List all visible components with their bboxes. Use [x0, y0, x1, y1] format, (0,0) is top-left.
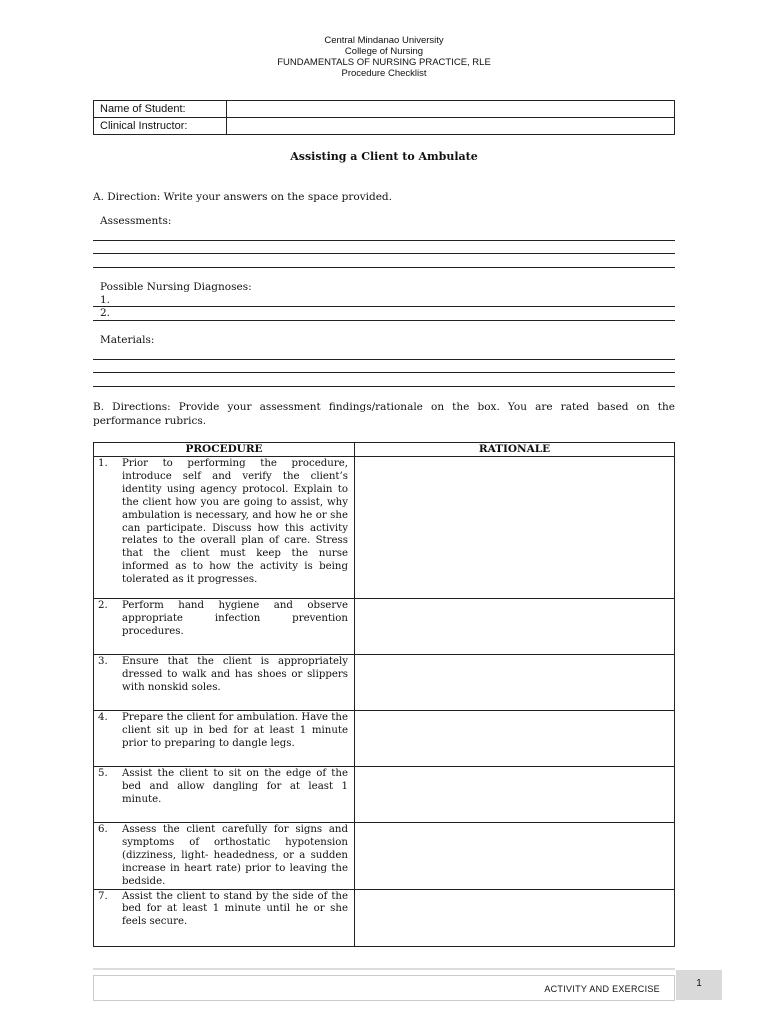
college-name: College of Nursing	[344, 46, 424, 57]
assessments-label: Assessments:	[100, 215, 172, 227]
step-text: Prior to performing the procedure, introduce self and verify the client’s identity using agency protocol. Explain to the client how you are going to assist, why ambulation is necessary, and how he or she can participate. Discuss how this activity relates to the overall plan of care. Stress that the client must keep the nurse informed as to how the activity is being tolerated as it progresses.	[122, 458, 348, 586]
rationale-cell[interactable]	[355, 889, 675, 946]
section-b-direction: B. Directions: Provide your assessment findings/rationale on the box. You are rated based on the performance rubrics.	[93, 401, 675, 427]
table-row	[94, 767, 675, 823]
student-name-field[interactable]	[227, 101, 675, 118]
step-number: 5.	[98, 768, 108, 779]
rationale-cell[interactable]	[355, 823, 675, 890]
step-number: 6.	[98, 824, 108, 835]
step-number: 3.	[98, 656, 108, 667]
clinical-instructor-field[interactable]	[227, 118, 675, 135]
table-row	[94, 711, 675, 767]
procedure-checklist-table	[93, 442, 675, 947]
step-text: Ensure that the client is appropriately dressed to walk and has shoes or slippers with nonskid soles.	[122, 656, 348, 693]
materials-label: Materials:	[100, 334, 155, 346]
table-row	[94, 655, 675, 711]
section-a-direction: A. Direction: Write your answers on the space provided.	[93, 191, 392, 203]
table-row	[94, 823, 675, 890]
table-row	[94, 457, 675, 599]
step-number: 2.	[98, 600, 108, 611]
diagnosis-2-answer-line[interactable]	[93, 320, 675, 321]
footer-divider	[93, 968, 675, 970]
rationale-column-header: RATIONALE	[355, 443, 675, 457]
step-text: Assist the client to stand by the side of the bed for at least 1 minute until he or she feels secure.	[122, 890, 348, 928]
diagnosis-1-answer-line[interactable]	[93, 306, 675, 307]
document-header	[0, 35, 768, 79]
nursing-diagnoses-label: Possible Nursing Diagnoses:	[100, 281, 252, 293]
procedure-title: Assisting a Client to Ambulate	[290, 150, 478, 163]
rationale-cell[interactable]	[355, 767, 675, 823]
assessment-answer-line[interactable]	[93, 253, 675, 254]
rationale-cell[interactable]	[355, 599, 675, 655]
rationale-cell[interactable]	[355, 655, 675, 711]
step-number: 1.	[98, 458, 108, 469]
university-name: Central Mindanao University	[324, 35, 444, 46]
page-number: 1	[676, 970, 722, 1000]
student-info-table	[93, 100, 675, 135]
student-row	[94, 101, 675, 118]
course-name: FUNDAMENTALS OF NURSING PRACTICE, RLE	[277, 57, 491, 68]
step-text: Assist the client to sit on the edge of the bed and allow dangling for at least 1 minute.	[122, 768, 348, 805]
materials-answer-line[interactable]	[93, 372, 675, 373]
procedure-cell	[94, 889, 355, 946]
procedure-cell	[94, 767, 355, 823]
clinical-instructor-label: Clinical Instructor:	[94, 118, 227, 135]
footer-section-box	[93, 975, 675, 1001]
table-row	[94, 889, 675, 946]
diagnosis-2-label: 2.	[100, 307, 111, 319]
diagnosis-1-label: 1.	[100, 294, 111, 306]
assessment-answer-line[interactable]	[93, 267, 675, 268]
instructor-row	[94, 118, 675, 135]
step-text: Perform hand hygiene and observe appropriate infection prevention procedures.	[122, 600, 348, 637]
materials-answer-line[interactable]	[93, 359, 675, 360]
procedure-cell	[94, 599, 355, 655]
step-number: 4.	[98, 712, 108, 723]
table-row	[94, 599, 675, 655]
procedure-cell	[94, 711, 355, 767]
document-type: Procedure Checklist	[341, 68, 427, 79]
procedure-column-header: PROCEDURE	[94, 443, 355, 457]
footer-section-title: ACTIVITY AND EXERCISE	[544, 984, 660, 994]
student-name-label: Name of Student:	[94, 101, 227, 118]
step-text: Assess the client carefully for signs and symptoms of orthostatic hypotension (dizziness, light- headedness, or a sudden increase in heart rate) prior to leaving the bedside.	[122, 824, 348, 887]
table-header-row	[94, 443, 675, 457]
assessment-answer-line[interactable]	[93, 240, 675, 241]
procedure-cell	[94, 655, 355, 711]
rationale-cell[interactable]	[355, 457, 675, 599]
procedure-cell	[94, 457, 355, 599]
materials-answer-line[interactable]	[93, 386, 675, 387]
step-number: 7.	[98, 890, 108, 902]
step-text: Prepare the client for ambulation. Have the client sit up in bed for at least 1 minute prior to preparing to dangle legs.	[122, 712, 348, 749]
procedure-cell	[94, 823, 355, 890]
rationale-cell[interactable]	[355, 711, 675, 767]
